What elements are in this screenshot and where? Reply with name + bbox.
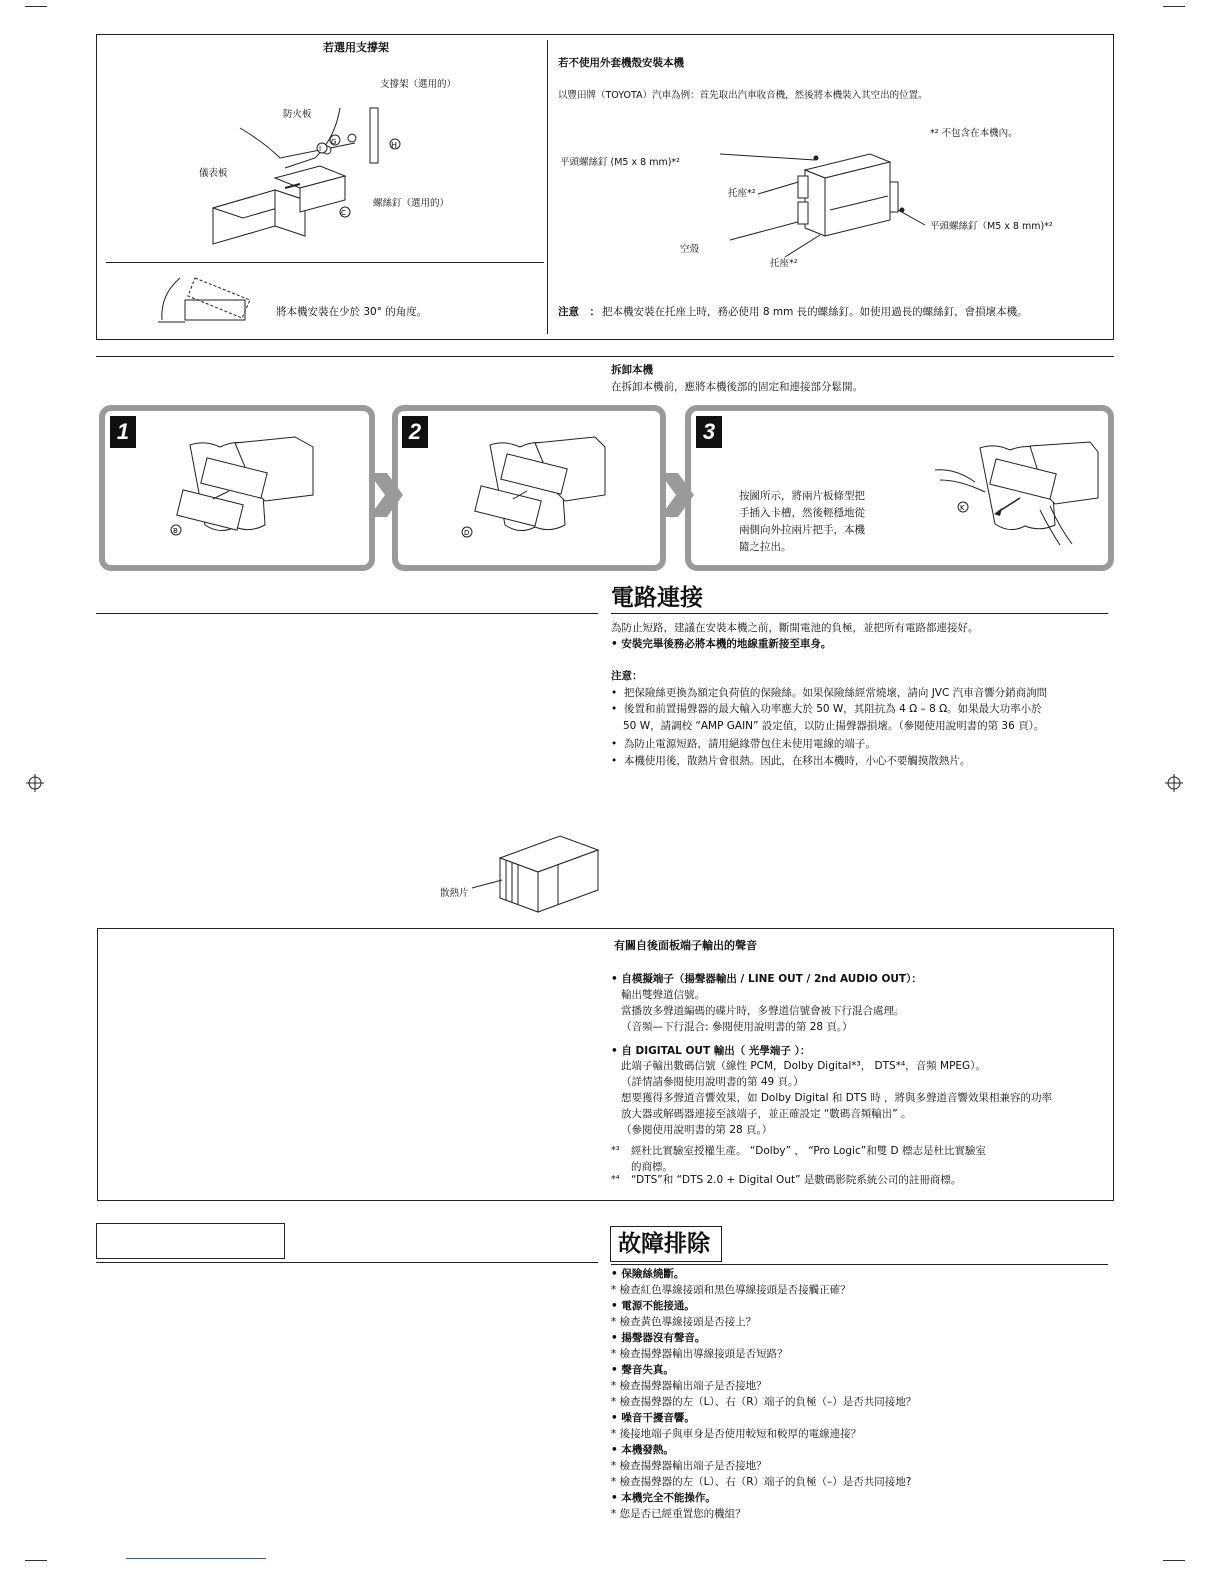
no-sleeve-diagram — [690, 140, 930, 270]
wiring-caution-2: • 後置和前置揚聲器的最大輸入功率應大於 50 W，其阻抗為 4 Ω – 8 Ω。如果最大功率小於 — [611, 703, 1042, 715]
wiring-caution-text: 本機使用後，散熱片會很熱。因此，在移出本機時，小心不要觸摸散熱片。 — [623, 755, 971, 767]
trouble-check-text: 您是否已經重置您的機組？ — [619, 1508, 746, 1520]
label-screw-left: 平頭螺絲釘 (M5 x 8 mm)*² — [560, 157, 680, 168]
step-2-number: 2 — [402, 416, 428, 448]
digital-title-text: 自 DIGITAL OUT 輸出（ 光學端子 ）： — [621, 1045, 811, 1057]
label-screw-right: 平頭螺絲釘（M5 x 8 mm)*² — [930, 221, 1053, 232]
note3-line: 的商標。 — [631, 1161, 673, 1173]
trouble-check: * 檢查黃色導線接頭是否接上？ — [611, 1316, 757, 1328]
trouble-problem-text: 聲音失真。 — [621, 1364, 674, 1376]
removal-top-rule — [96, 356, 1114, 357]
trouble-problem-text: 保險絲燒斷。 — [621, 1268, 685, 1280]
registration-mark-left — [26, 774, 44, 792]
trouble-check-text: 檢查揚聲器輸出端子是否接地？ — [619, 1460, 767, 1472]
top-left-divider — [106, 262, 544, 263]
wiring-caution-text: 為防止電源短路，請用絕緣帶包住未使用電線的端子。 — [623, 738, 876, 750]
digital-lines — [621, 1058, 1052, 1138]
note4-text: “DTS”和 “DTS 2.0 + Digital Out” 是數碼影院系統公司的註冊商標。 — [631, 1174, 962, 1186]
trouble-check-text: 檢查黃色導線接頭是否接上？ — [619, 1316, 757, 1328]
note3-line: 經杜比實驗室授權生產。 “Dolby” ， “Pro Logic”和雙 D 標志是杜比實驗室 — [631, 1145, 986, 1157]
wiring-left-rule — [96, 613, 598, 614]
trouble-problem-text: 揚聲器沒有聲音。 — [621, 1332, 706, 1344]
digital-line: （詳情請參閱使用說明書的第 49 頁。） — [621, 1076, 804, 1088]
step-1-number: 1 — [110, 416, 136, 448]
removal-intro: 在拆卸本機前，應將本機後部的固定和連接部分鬆開。 — [611, 381, 863, 393]
wiring-caution-text: 後置和前置揚聲器的最大輸入功率應大於 50 W，其阻抗為 4 Ω – 8 Ω。如果最大功率小於 — [623, 703, 1042, 715]
trouble-problem-text: 電源不能接通。 — [621, 1300, 695, 1312]
svg-text:C: C — [341, 209, 346, 217]
wiring-bullet-text: 安裝完畢後務必將本機的地線重新接至車身。 — [621, 638, 832, 650]
trouble-problem: • 噪音干擾音響。 — [611, 1412, 695, 1424]
trouble-problem-text: 本機發熱。 — [621, 1444, 674, 1456]
caution-label: 注意 ： — [558, 306, 600, 318]
crop-mark — [25, 1560, 47, 1561]
analog-line: 當播放多聲道編碼的碟片時，多聲道信號會被下行混合處理。 — [621, 1005, 905, 1017]
rear-output-title: 有關自後面板端子輸出的聲音 — [614, 939, 757, 952]
angle-text: 將本機安裝在少於 30° 的角度。 — [276, 306, 428, 318]
empty-label-box — [96, 1223, 285, 1259]
svg-text:D: D — [464, 529, 470, 537]
analog-title: • 自模擬端子（揚聲器輸出 / LINE OUT / 2nd AUDIO OUT）： — [611, 973, 922, 985]
no-sleeve-title: 若不使用外套機殼安裝本機 — [558, 57, 684, 69]
trouble-check-text: 檢查揚聲器的左（L）、右（R）端子的負極（–）是否共同接地? — [619, 1476, 912, 1488]
trouble-title-rule — [611, 1264, 1108, 1265]
svg-text:H: H — [391, 141, 398, 150]
bottom-blue-rule — [126, 1558, 266, 1559]
trouble-check-text: 檢查揚聲器輸出端子是否接地？ — [619, 1380, 767, 1392]
trouble-list — [611, 1266, 916, 1522]
digital-line: 此端子輸出數碼信號（線性 PCM，Dolby Digital*³， DTS*⁴，音頻 MPEG）。 — [621, 1060, 986, 1072]
note3-lines — [631, 1143, 986, 1175]
removal-title: 拆卸本機 — [611, 364, 653, 376]
trouble-check: * 檢查揚聲器的左（L）、右（R）端子的負極（–）是否共同接地？ — [611, 1396, 917, 1408]
trouble-check: * 您是否已經重置您的機組？ — [611, 1508, 746, 1520]
registration-mark-right — [1165, 774, 1183, 792]
trouble-problem: • 聲音失真。 — [611, 1364, 674, 1376]
svg-text:B: B — [173, 527, 178, 535]
analog-line: 輸出雙聲道信號。 — [621, 989, 705, 1001]
trouble-problem: • 本機發熱。 — [611, 1444, 674, 1456]
step-3-line: 手插入卡槽，然後輕穩地從 — [739, 507, 865, 519]
trouble-check: * 檢查揚聲器輸出端子是否接地？ — [611, 1460, 767, 1472]
crop-mark — [1163, 1560, 1185, 1561]
caution-text: 把本機安裝在托座上時，務必使用 8 mm 長的螺絲釘。如使用過長的螺絲釘，會損壞本機。 — [602, 306, 1028, 318]
top-box-divider — [547, 40, 548, 334]
wiring-caution-text: 把保險絲更換為額定負荷值的保險絲。如果保險絲經常燒壞，請向 JVC 汽車音響分銷商詢問 — [623, 687, 1048, 699]
label-bracket-bottom: 托座*² — [770, 258, 798, 269]
trouble-check: * 檢查揚聲器輸出導線接頭是否短路？ — [611, 1348, 788, 1360]
wiring-caution-3: • 為防止電源短路，請用絕緣帶包住未使用電線的端子。 — [611, 738, 876, 750]
trouble-problem: • 保險絲燒斷。 — [611, 1268, 685, 1280]
wiring-intro: 為防止短路，建議在安裝本機之前，斷開電池的負極，並把所有電路都連接好。 — [611, 622, 979, 634]
trouble-title: 故障排除 — [618, 1231, 710, 1257]
bracket-title: 若選用支撐架 — [323, 41, 389, 54]
label-firewall: 防火板 — [283, 109, 312, 120]
step-arrow-1 — [369, 465, 409, 525]
svg-text:I: I — [319, 145, 322, 153]
label-dashboard: 儀表板 — [199, 168, 228, 179]
wiring-bullet-bold: • 安裝完畢後務必將本機的地線重新接至車身。 — [611, 638, 832, 650]
wiring-caution-4: • 本機使用後，散熱片會很熱。因此，在移出本機時，小心不要觸摸散熱片。 — [611, 755, 971, 767]
label-screw: 螺絲釘（選用的） — [373, 198, 450, 209]
analog-line: （音頻—下行混合: 參閱使用說明書的第 28 頁。） — [621, 1021, 853, 1033]
analog-lines — [621, 987, 905, 1035]
digital-line: 想要獲得多聲道音響效果，如 Dolby Digital 和 DTS 時 ，將與多聲道音響效果相兼容的功率 — [621, 1092, 1053, 1104]
step-3-diagram — [930, 440, 1100, 550]
wiring-title-rule — [611, 613, 1108, 614]
svg-text:K: K — [960, 504, 965, 512]
heatsink-diagram — [470, 830, 605, 915]
step-3-line: 按圖所示，將兩片板條型把 — [739, 490, 865, 502]
step-1-diagram — [165, 435, 315, 545]
angle-diagram — [150, 270, 260, 325]
label-pocket: 空殼 — [680, 244, 700, 255]
step-3-number: 3 — [696, 416, 722, 448]
wiring-caution-title: 注意： — [611, 670, 643, 682]
trouble-check: * 檢查揚聲器輸出端子是否接地？ — [611, 1380, 767, 1392]
digital-title: • 自 DIGITAL OUT 輸出（ 光學端子 ）： — [611, 1045, 811, 1057]
trouble-check-text: 檢查揚聲器的左（L）、右（R）端子的負極（–）是否共同接地？ — [619, 1396, 917, 1408]
trouble-check: * 後接地端子與車身是否使用較短和較厚的電線連接？ — [611, 1428, 862, 1440]
no-sleeve-intro: 以豐田牌（TOYOTA）汽車為例：首先取出汽車收音機，然後將本機裝入其空出的位置。 — [558, 90, 928, 101]
crop-mark — [25, 6, 47, 7]
label-bracket: 支撐架（選用的） — [380, 79, 457, 90]
trouble-problem: • 揚聲器沒有聲音。 — [611, 1332, 706, 1344]
digital-line: （參閱使用說明書的第 28 頁。） — [621, 1124, 773, 1136]
trouble-check-text: 後接地端子與車身是否使用較短和較厚的電線連接？ — [619, 1428, 862, 1440]
svg-text:G: G — [331, 138, 337, 146]
analog-title-text: 自模擬端子（揚聲器輸出 / LINE OUT / 2nd AUDIO OUT）： — [621, 973, 922, 985]
wiring-title: 電路連接 — [611, 585, 703, 611]
trouble-check-text: 檢查紅色導線接頭和黑色導線接頭是否接觸正確？ — [619, 1284, 851, 1296]
trouble-left-rule — [96, 1262, 598, 1263]
wiring-caution-2-cont: 50 W，請調校 “AMP GAIN” 設定值，以防止揚聲器損壞。（參閱使用說明書的第 36 頁）。 — [623, 720, 1045, 732]
crop-mark — [1163, 6, 1185, 7]
trouble-problem: • 本機完全不能操作。 — [611, 1492, 716, 1504]
trouble-problem: • 電源不能接通。 — [611, 1300, 695, 1312]
trouble-problem-text: 噪音干擾音響。 — [621, 1412, 695, 1424]
step-3-line: 兩側向外拉兩片把手，本機 — [739, 524, 865, 536]
label-bracket-top: 托座*² — [728, 188, 756, 199]
trouble-check-text: 檢查揚聲器輸出導線接頭是否短路？ — [619, 1348, 788, 1360]
step-2-diagram — [455, 435, 605, 545]
trouble-check: * 檢查揚聲器的左（L）、右（R）端子的負極（–）是否共同接地? — [611, 1476, 912, 1488]
digital-line: 放大器或解碼器連接至該端子，並正確設定 “數碼音頻輸出” 。 — [621, 1108, 912, 1120]
bracket-diagram — [205, 88, 420, 258]
trouble-check: * 檢查紅色導線接頭和黑色導線接頭是否接觸正確？ — [611, 1284, 851, 1296]
wiring-caution-1: • 把保險絲更換為額定負荷值的保險絲。如果保險絲經常燒壞，請向 JVC 汽車音響分銷商詢問 — [611, 687, 1048, 699]
step-arrow-2 — [660, 465, 700, 525]
footnote-2: *² 不包含在本機內。 — [930, 128, 1018, 139]
heatsink-label: 散熱片 — [440, 888, 469, 899]
trouble-problem-text: 本機完全不能操作。 — [621, 1492, 716, 1504]
note4-mark: *⁴ — [611, 1174, 620, 1185]
step-3-text — [739, 488, 865, 556]
step-3-line: 隨之拉出。 — [739, 541, 792, 553]
note3-mark: *³ — [611, 1145, 620, 1156]
